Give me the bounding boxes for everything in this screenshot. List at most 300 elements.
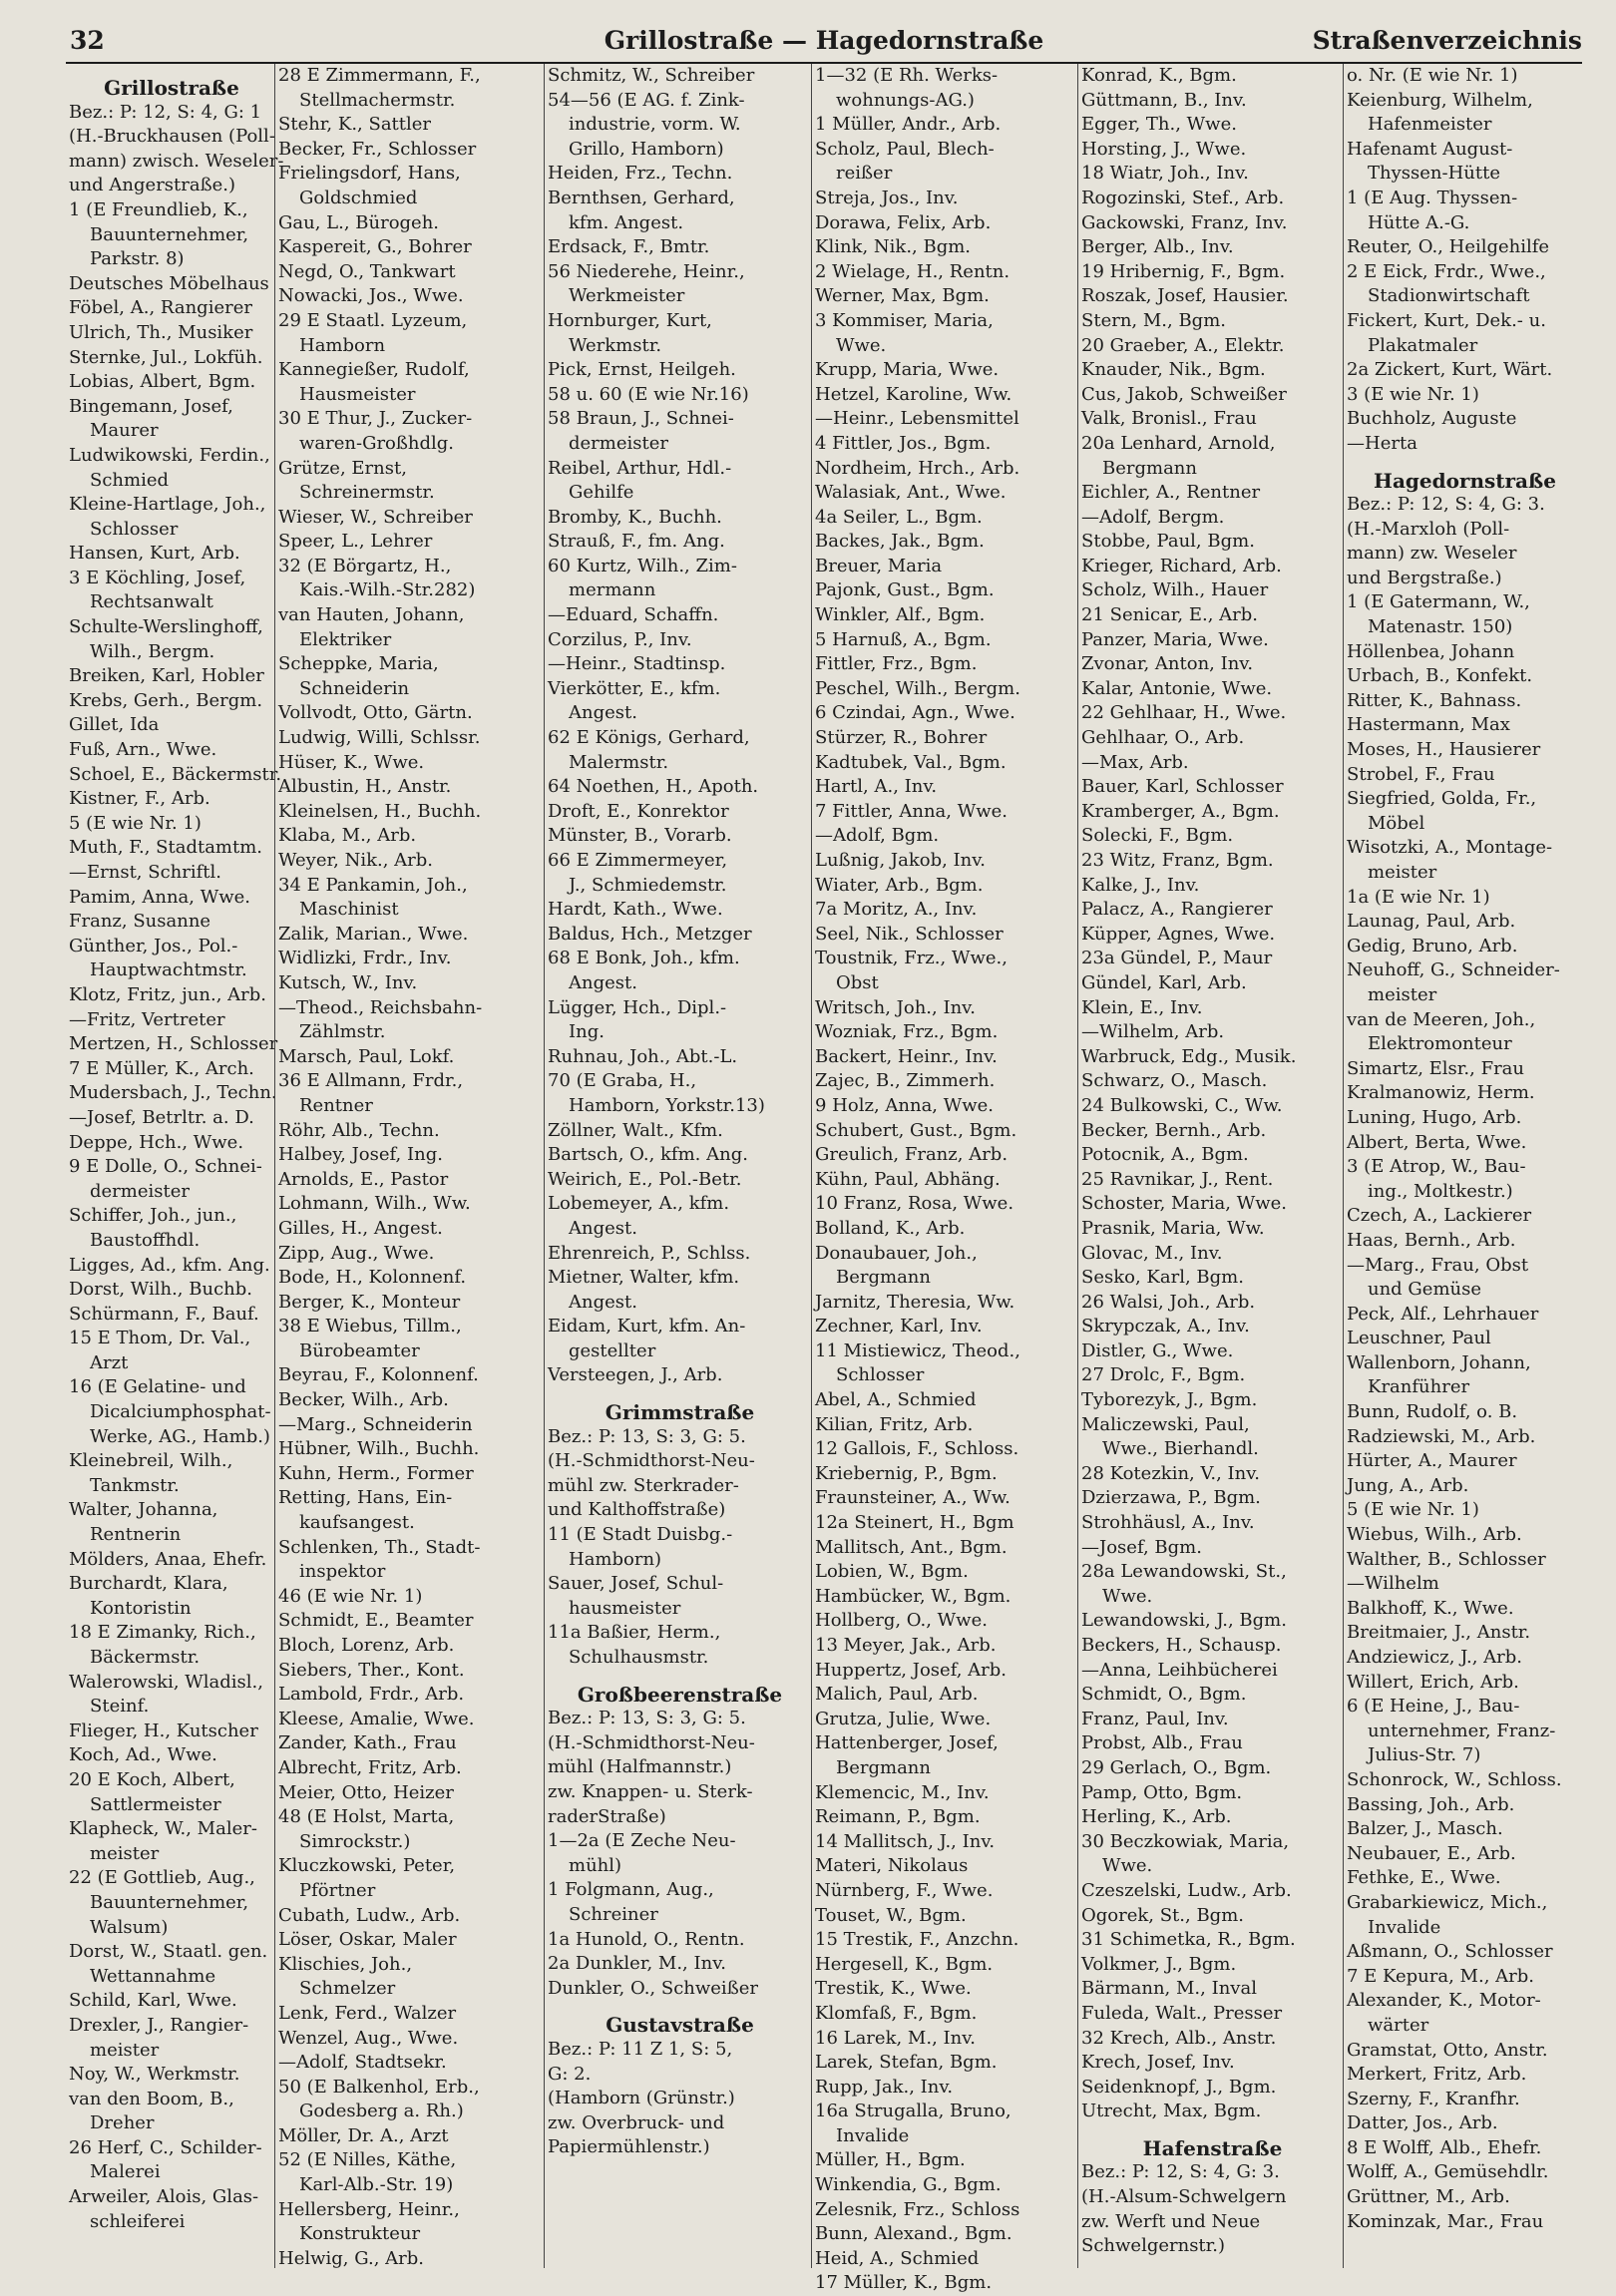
directory-entry-line: Hartl, A., Inv. (815, 776, 938, 798)
directory-entry-line: Schürmann, F., Bauf. (69, 1303, 259, 1325)
directory-entry-line: 62 E Königs, Gerhard, (548, 727, 750, 749)
directory-entry-line: Marsch, Paul, Lokf. (278, 1045, 455, 1067)
directory-entry-line: 7 Fittler, Anna, Wwe. (815, 800, 1009, 822)
directory-entry-line: Hornburger, Kurt, (548, 309, 712, 331)
directory-entry-line: Jarnitz, Theresia, Ww. (815, 1291, 1015, 1313)
directory-entry-line: —Max, Arb. (1081, 751, 1189, 773)
directory-entry-line: Deutsches Möbelhaus (69, 272, 269, 294)
directory-entry-line: Distler, G., Wwe. (1081, 1339, 1234, 1361)
directory-entry-line: Müller, H., Bgm. (815, 2149, 966, 2171)
directory-entry-line: Wozniak, Frz., Bgm. (815, 1021, 999, 1043)
directory-entry-line: Versteegen, J., Arb. (548, 1364, 723, 1386)
directory-entry-line: Schmidt, O., Bgm. (1081, 1684, 1247, 1706)
directory-entry-line: Schmied (90, 469, 170, 491)
directory-entry-line: Berger, Alb., Inv. (1081, 236, 1234, 258)
directory-entry-line: dermeister (569, 432, 668, 454)
directory-entry-line: 1 (E Freundlieb, K., (69, 198, 248, 220)
directory-entry-line: ing., Moltkestr.) (1368, 1180, 1513, 1202)
directory-entry-line: Hetzel, Karoline, Ww. (815, 383, 1012, 405)
directory-entry-line: —Adolf, Bergm. (1081, 506, 1225, 528)
directory-entry-line: Hambücker, W., Bgm. (815, 1585, 1011, 1607)
directory-entry-line: 17 Müller, K., Bgm. (815, 2272, 993, 2294)
directory-entry-line: Ruhnau, Joh., Abt.-L. (548, 1045, 738, 1067)
directory-entry-line: Grabarkiewicz, Mich., (1347, 1891, 1548, 1913)
directory-entry-line: Angest. (569, 1291, 637, 1313)
directory-entry-line: Albert, Berta, Wwe. (1347, 1131, 1527, 1153)
directory-entry-line: Leuschner, Paul (1347, 1328, 1491, 1349)
directory-entry-line: Elektriker (299, 628, 392, 650)
directory-entry-line: Hamborn, Yorkstr.13) (569, 1094, 765, 1116)
directory-entry-line: Hüser, K., Wwe. (278, 751, 425, 773)
directory-entry-line: Hamborn (299, 334, 386, 356)
directory-entry-line: Schild, Karl, Wwe. (69, 1990, 237, 2012)
directory-column-6 (1343, 64, 1583, 2268)
directory-entry-line: Kadtubek, Val., Bgm. (815, 751, 1007, 773)
directory-entry-line: 19 Hribernig, F., Bgm. (1081, 260, 1286, 282)
page-number: 32 (70, 26, 105, 55)
directory-entry-line: Skrypczak, A., Inv. (1081, 1316, 1250, 1338)
directory-entry-line: 1—32 (E Rh. Werks- (815, 65, 999, 86)
directory-entry-line: Prasnik, Maria, Ww. (1081, 1217, 1265, 1239)
directory-entry-line: Wwe. (1102, 1585, 1153, 1607)
directory-entry-line: 24 Bulkowski, C., Ww. (1081, 1094, 1283, 1116)
directory-entry-line: 32 (E Börgartz, H., (278, 555, 452, 576)
directory-entry-line: Walter, Johanna, (69, 1499, 218, 1521)
directory-entry-line: Bärmann, M., Inval (1081, 1978, 1257, 2000)
directory-entry-line: 36 E Allmann, Frdr., (278, 1070, 464, 1092)
directory-entry-line: J., Schmiedemstr. (569, 874, 727, 896)
directory-entry-line: Kleese, Amalie, Wwe. (278, 1708, 475, 1729)
directory-entry-line: 48 (E Holst, Marta, (278, 1806, 455, 1828)
directory-entry-line: Haas, Bernh., Arb. (1347, 1229, 1516, 1251)
directory-entry-line: Rentnerin (90, 1524, 182, 1546)
directory-entry-line: Schubert, Gust., Bgm. (815, 1119, 1017, 1141)
directory-entry-line: Winkendia, G., Bgm. (815, 2174, 1002, 2196)
directory-entry-line: Willert, Erich, Arb. (1347, 1671, 1519, 1693)
directory-entry-line: Bürobeamter (299, 1339, 420, 1361)
directory-entry-line: Czeszelski, Ludw., Arb. (1081, 1879, 1292, 1901)
directory-entry-line: Papiermühlenstr.) (548, 2136, 710, 2158)
directory-entry-line: und Bergstraße.) (1347, 567, 1502, 588)
directory-entry-line: Kralmanowiz, Herm. (1347, 1082, 1535, 1104)
directory-entry-line: Grillo, Hamborn) (569, 138, 724, 160)
directory-column-5 (1077, 64, 1344, 2268)
directory-entry-line: Fuß, Arn., Wwe. (69, 739, 217, 761)
directory-entry-line: Potocnik, A., Bgm. (1081, 1144, 1249, 1166)
directory-entry-line: Fethke, E., Wwe. (1347, 1867, 1501, 1889)
directory-entry-line: Keienburg, Wilhelm, (1347, 89, 1533, 111)
directory-entry-line: 2 Wielage, H., Rentn. (815, 260, 1010, 282)
directory-entry-line: Goldschmied (299, 187, 418, 208)
directory-entry-line: Hürter, A., Maurer (1347, 1450, 1517, 1472)
directory-entry-line: Wettannahme (90, 1965, 216, 1987)
directory-entry-line: Küpper, Agnes, Wwe. (1081, 923, 1276, 945)
directory-entry-line: Röhr, Alb., Techn. (278, 1119, 440, 1141)
directory-entry-line: Kalar, Antonie, Wwe. (1081, 677, 1273, 699)
directory-entry-line: Klaba, M., Arb. (278, 825, 417, 847)
directory-entry-line: —Josef, Betrltr. a. D. (69, 1106, 254, 1128)
directory-entry-line: Peschel, Wilh., Bergm. (815, 677, 1020, 699)
directory-entry-line: meister (90, 1842, 160, 1864)
directory-entry-line: (H.-Bruckhausen (Poll- (69, 126, 275, 148)
directory-entry-line: Kilian, Fritz, Arb. (815, 1413, 974, 1435)
directory-entry-line: Becker, Fr., Schlosser (278, 138, 477, 160)
directory-entry-line: Buchholz, Auguste (1347, 408, 1517, 430)
directory-column-3 (544, 64, 812, 2268)
street-heading: Hafenstraße (1142, 2135, 1283, 2160)
directory-entry-line: Plakatmaler (1368, 334, 1478, 356)
directory-entry-line: Bez.: P: 11 Z 1, S: 5, (548, 2038, 733, 2060)
directory-entry-line: Merkert, Fritz, Arb. (1347, 2064, 1527, 2086)
directory-entry-line: Alexander, K., Motor- (1347, 1990, 1541, 2012)
directory-entry-line: Schreinermstr. (299, 482, 435, 504)
directory-entry-line: Ing. (569, 1021, 605, 1043)
directory-entry-line: 30 E Thur, J., Zucker- (278, 408, 473, 430)
directory-entry-line: Corzilus, P., Inv. (548, 628, 692, 650)
directory-entry-line: Aßmann, O., Schlosser (1347, 1941, 1553, 1963)
directory-entry-line: Speer, L., Lehrer (278, 531, 433, 553)
directory-entry-line: und Gemüse (1368, 1279, 1482, 1301)
directory-entry-line: Ogorek, St., Bgm. (1081, 1904, 1244, 1926)
directory-entry-line: 2 E Eick, Frdr., Wwe., (1347, 260, 1546, 282)
directory-entry-line: kaufsangest. (299, 1512, 415, 1534)
directory-entry-line: Kleine-Hartlage, Joh., (69, 494, 266, 516)
directory-entry-line: Kriebernig, P., Bgm. (815, 1462, 998, 1484)
directory-entry-line: Gehlhaar, O., Arb. (1081, 727, 1245, 749)
directory-entry-line: Hauptwachtmstr. (90, 959, 247, 981)
directory-entry-line: Bergmann (1102, 457, 1197, 479)
directory-entry-line: Neubauer, E., Arb. (1347, 1842, 1516, 1864)
directory-entry-line: Bingemann, Josef, (69, 395, 233, 417)
directory-entry-line: Drexler, J., Rangier- (69, 2014, 249, 2036)
directory-entry-line: 3 (E wie Nr. 1) (1347, 383, 1479, 405)
directory-entry-line: 28 Kotezkin, V., Inv. (1081, 1462, 1260, 1484)
directory-entry-line: Angest. (569, 702, 637, 724)
directory-entry-line: Löser, Oskar, Maler (278, 1929, 457, 1951)
directory-entry-line: Maliczewski, Paul, (1081, 1413, 1250, 1435)
directory-entry-line: Toustnik, Frz., Wwe., (815, 948, 1008, 969)
directory-entry-line: (H.-Schmidthorst-Neu- (548, 1450, 755, 1472)
directory-entry-line: Albrecht, Fritz, Arb. (278, 1756, 462, 1778)
directory-entry-line: Warbruck, Edg., Musik. (1081, 1045, 1297, 1067)
directory-entry-line: Lobien, W., Bgm. (815, 1561, 969, 1583)
directory-entry-line: Stehr, K., Sattler (278, 114, 432, 136)
directory-entry-line: van den Boom, B., (69, 2088, 234, 2109)
directory-entry-line: Wwe. (1102, 1855, 1153, 1877)
directory-entry-line: Schiffer, Joh., jun., (69, 1205, 237, 1227)
directory-entry-line: Lußnig, Jakob, Inv. (815, 850, 986, 871)
directory-entry-line: Rupp, Jak., Inv. (815, 2076, 954, 2098)
directory-entry-line: —Fritz, Vertreter (69, 1008, 225, 1030)
directory-entry-line: Ritter, K., Bahnass. (1347, 689, 1522, 711)
directory-entry-line: Kistner, F., Arb. (69, 788, 210, 810)
directory-entry-line: 68 E Bonk, Joh., kfm. (548, 948, 740, 969)
directory-entry-line: 22 (E Gottlieb, Aug., (69, 1867, 255, 1889)
directory-entry-line: Simartz, Elsr., Frau (1347, 1057, 1524, 1079)
directory-entry-line: Sternke, Jul., Lokfüh. (69, 346, 263, 368)
directory-entry-line: industrie, vorm. W. (569, 114, 741, 136)
directory-entry-line: Balkhoff, K., Wwe. (1347, 1597, 1514, 1619)
directory-entry-line: Angest. (569, 971, 637, 993)
directory-entry-line: Schoel, E., Bäckermstr. (69, 763, 282, 785)
directory-entry-line: 29 E Staatl. Lyzeum, (278, 309, 468, 331)
directory-entry-line: 15 E Thom, Dr. Val., (69, 1328, 251, 1349)
directory-entry-line: Eidam, Kurt, kfm. An- (548, 1316, 746, 1338)
directory-entry-line: 64 Noethen, H., Apoth. (548, 776, 759, 798)
directory-entry-line: Scholz, Paul, Blech- (815, 138, 995, 160)
directory-entry-line: Hattenberger, Josef, (815, 1732, 999, 1754)
directory-entry-line: Walerowski, Wladisl., (69, 1671, 263, 1693)
directory-entry-line: Kramberger, A., Bgm. (1081, 800, 1280, 822)
directory-entry-line: unternehmer, Franz- (1368, 1720, 1556, 1741)
directory-entry-line: Möbel (1368, 812, 1425, 834)
directory-entry-line: Wwe., Bierhandl. (1102, 1438, 1259, 1460)
directory-entry-line: meister (1368, 862, 1437, 883)
directory-entry-line: Gramstat, Otto, Anstr. (1347, 2039, 1548, 2061)
directory-entry-line: Werke, AG., Hamb.) (90, 1425, 270, 1447)
directory-entry-line: Abel, A., Schmied (815, 1389, 977, 1411)
directory-entry-line: Ulrich, Th., Musiker (69, 321, 253, 343)
directory-entry-line: Gilles, H., Angest. (278, 1217, 443, 1239)
directory-entry-line: zw. Overbruck- und (548, 2111, 725, 2133)
directory-entry-line: mühl zw. Sterkrader- (548, 1474, 739, 1496)
directory-entry-line: Schonrock, W., Schloss. (1347, 1768, 1562, 1790)
directory-entry-line: Becker, Bernh., Arb. (1081, 1119, 1267, 1141)
directory-entry-line: —Heinr., Stadtinsp. (548, 653, 726, 675)
directory-entry-line: zw. Knappen- u. Sterk- (548, 1780, 753, 1802)
directory-entry-line: 23a Gündel, P., Maur (1081, 948, 1273, 969)
directory-entry-line: Greulich, Franz, Arb. (815, 1144, 1009, 1166)
directory-entry-line: Zajec, B., Zimmerh. (815, 1070, 996, 1092)
directory-entry-line: Probst, Alb., Frau (1081, 1732, 1243, 1754)
directory-entry-line: 1 Müller, Andr., Arb. (815, 114, 1002, 136)
section-title: Straßenverzeichnis (1312, 26, 1582, 55)
directory-entry-line: Gehilfe (569, 482, 634, 504)
directory-entry-line: Wenzel, Aug., Wwe. (278, 2027, 459, 2049)
directory-entry-line: 18 Wiatr, Joh., Inv. (1081, 163, 1249, 185)
directory-entry-line: Lambold, Frdr., Arb. (278, 1684, 465, 1706)
directory-entry-line: Kleinebreil, Wilh., (69, 1450, 233, 1472)
directory-entry-line: Kais.-Wilh.-Str.282) (299, 579, 476, 601)
directory-entry-line: Pamp, Otto, Bgm. (1081, 1781, 1243, 1803)
directory-entry-line: —Marg., Schneiderin (278, 1413, 473, 1435)
directory-entry-line: 20 E Koch, Albert, (69, 1768, 235, 1790)
directory-entry-line: Walsum) (90, 1916, 169, 1938)
directory-entry-line: Wiebus, Wilh., Arb. (1347, 1524, 1522, 1546)
directory-entry-line: Strohhäusl, A., Inv. (1081, 1512, 1255, 1534)
directory-entry-line: Dzierzawa, P., Bgm. (1081, 1487, 1261, 1509)
directory-entry-line: Baldus, Hch., Metzger (548, 923, 752, 945)
directory-entry-line: reißer (836, 163, 893, 185)
directory-entry-line: 3 (E Atrop, W., Bau- (1347, 1156, 1526, 1178)
directory-entry-line: Zelesnik, Frz., Schloss (815, 2198, 1020, 2220)
directory-entry-line: Pick, Ernst, Heilgeh. (548, 359, 736, 381)
directory-entry-line: Beckers, H., Schausp. (1081, 1635, 1282, 1656)
directory-entry-line: Ludwikowski, Ferdin., (69, 444, 270, 466)
directory-entry-line: 60 Kurtz, Wilh., Zim- (548, 555, 737, 576)
directory-entry-line: Kranführer (1368, 1376, 1470, 1398)
directory-entry-line: Glovac, M., Inv. (1081, 1242, 1223, 1264)
directory-entry-line: Becker, Wilh., Arb. (278, 1389, 449, 1411)
street-heading: Großbeerenstraße (577, 1682, 783, 1707)
directory-entry-line: Backert, Heinr., Inv. (815, 1045, 998, 1067)
directory-entry-line: Siebers, Ther., Kont. (278, 1659, 465, 1681)
directory-entry-line: Krebs, Gerh., Bergm. (69, 689, 263, 711)
directory-entry-line: Godesberg a. Rh.) (299, 2101, 464, 2122)
directory-entry-line: Bez.: P: 12, S: 4, G: 3. (1347, 494, 1545, 516)
directory-entry-line: van Hauten, Johann, (278, 604, 465, 626)
directory-entry-line: 58 Braun, J., Schnei- (548, 408, 734, 430)
directory-entry-line: 1a Hunold, O., Rentn. (548, 1928, 745, 1950)
directory-entry-line: Kaspereit, G., Bohrer (278, 236, 472, 258)
directory-entry-line: Gackowski, Franz, Inv. (1081, 211, 1288, 233)
directory-entry-line: 70 (E Graba, H., (548, 1070, 697, 1092)
directory-entry-line: Szerny, F., Kranfhr. (1347, 2088, 1520, 2109)
directory-entry-line: Schneiderin (299, 677, 410, 699)
directory-entry-line: Fraunsteiner, A., Ww. (815, 1487, 1010, 1509)
directory-entry-line: 4a Seiler, L., Bgm. (815, 506, 983, 528)
directory-entry-line: Bäckermstr. (90, 1647, 201, 1668)
directory-entry-line: Bauer, Karl, Schlosser (1081, 776, 1284, 798)
directory-entry-line: Werner, Max, Bgm. (815, 285, 990, 307)
directory-entry-line: G: 2. (548, 2063, 592, 2085)
directory-entry-line: Hamborn) (569, 1548, 662, 1570)
directory-entry-line: Steinf. (90, 1696, 150, 1718)
directory-entry-line: Schulhausmstr. (569, 1647, 709, 1668)
directory-entry-line: Wilh., Bergm. (90, 640, 215, 662)
directory-entry-line: —Ernst, Schriftl. (69, 862, 221, 883)
directory-entry-line: 7 E Kepura, M., Arb. (1347, 1965, 1534, 1987)
directory-entry-line: —Adolf, Stadtsekr. (278, 2052, 447, 2074)
directory-entry-line: 5 (E wie Nr. 1) (69, 812, 202, 834)
directory-entry-line: waren-Großhdlg. (299, 432, 455, 454)
directory-entry-line: 8 E Wolff, Alb., Ehefr. (1347, 2136, 1542, 2158)
directory-entry-line: Gau, L., Bürogeh. (278, 211, 440, 233)
directory-entry-line: 1a (E wie Nr. 1) (1347, 886, 1490, 908)
directory-entry-line: 58 u. 60 (E wie Nr.16) (548, 383, 749, 405)
directory-entry-line: 16 Larek, M., Inv. (815, 2027, 976, 2049)
directory-entry-line: Palacz, A., Rangierer (1081, 899, 1273, 921)
directory-entry-line: Invalide (1368, 1916, 1441, 1938)
directory-entry-line: Thyssen-Hütte (1368, 163, 1500, 185)
directory-entry-line: meister (1368, 983, 1437, 1005)
directory-entry-line: Hardt, Kath., Wwe. (548, 899, 723, 921)
directory-entry-line: Wiater, Arb., Bgm. (815, 874, 984, 896)
directory-entry-line: Scheppke, Maria, (278, 653, 439, 675)
directory-entry-line: 7a Moritz, A., Inv. (815, 899, 978, 921)
directory-entry-line: Angest. (569, 1217, 637, 1239)
directory-entry-line: Nordheim, Hrch., Arb. (815, 457, 1020, 479)
directory-entry-line: Tyborezyk, J., Bgm. (1081, 1389, 1258, 1411)
directory-entry-line: Urbach, B., Konfekt. (1347, 665, 1533, 687)
directory-entry-line: Dorst, Wilh., Buchb. (69, 1279, 252, 1301)
directory-entry-line: 11 (E Stadt Duisbg.- (548, 1524, 733, 1546)
directory-entry-line: 23 Witz, Franz, Bgm. (1081, 850, 1274, 871)
directory-entry-line: 6 (E Heine, J., Bau- (1347, 1696, 1520, 1718)
directory-entry-line: dermeister (90, 1180, 190, 1202)
directory-entry-line: Schmelzer (299, 1978, 396, 2000)
directory-entry-line: Dorst, W., Staatl. gen. (69, 1941, 268, 1963)
directory-entry-line: 10 Franz, Rosa, Wwe. (815, 1193, 1014, 1215)
directory-entry-line: o. Nr. (E wie Nr. 1) (1347, 65, 1518, 86)
directory-entry-line: Widlizki, Frdr., Inv. (278, 948, 452, 969)
directory-column-1 (66, 64, 284, 2268)
directory-entry-line: 50 (E Balkenhol, Erb., (278, 2076, 480, 2098)
directory-entry-line: Berger, K., Monteur (278, 1291, 461, 1313)
directory-entry-line: Larek, Stefan, Bgm. (815, 2052, 998, 2074)
directory-entry-line: hausmeister (569, 1597, 681, 1619)
directory-entry-line: meister (90, 2039, 160, 2061)
directory-entry-line: Krieger, Richard, Arb. (1081, 555, 1282, 576)
directory-entry-line: Kontoristin (90, 1597, 192, 1619)
directory-entry-line: Horsting, J., Wwe. (1081, 138, 1247, 160)
directory-entry-line: Hübner, Wilh., Buchh. (278, 1438, 480, 1460)
directory-entry-line: Winkler, Alf., Bgm. (815, 604, 986, 626)
directory-entry-line: Nowacki, Jos., Wwe. (278, 285, 464, 307)
directory-entry-line: Karl-Alb.-Str. 19) (299, 2174, 454, 2196)
directory-entry-line: Lenk, Ferd., Walzer (278, 2002, 457, 2024)
directory-entry-line: Maurer (90, 420, 159, 442)
directory-entry-line: 5 (E wie Nr. 1) (1347, 1499, 1479, 1521)
directory-entry-line: Ligges, Ad., kfm. Ang. (69, 1254, 270, 1276)
directory-entry-line: Schreiner (569, 1903, 658, 1925)
directory-entry-line: Klapheck, W., Maler- (69, 1818, 257, 1840)
directory-entry-line: Datter, Jos., Arb. (1347, 2112, 1498, 2134)
street-heading: Grillostraße (104, 76, 239, 100)
directory-entry-line: Nürnberg, F., Wwe. (815, 1879, 994, 1901)
directory-entry-line: 28 E Zimmermann, F., (278, 65, 481, 86)
directory-entry-line: Matenastr. 150) (1368, 616, 1513, 638)
directory-entry-line: Hollberg, O., Wwe. (815, 1610, 988, 1632)
directory-entry-line: Schlosser (836, 1364, 925, 1386)
directory-entry-line: Neuhoff, G., Schneider- (1347, 959, 1560, 981)
directory-entry-line: —Adolf, Bgm. (815, 825, 940, 847)
directory-entry-line: 9 E Dolle, O., Schnei- (69, 1156, 262, 1178)
directory-entry-line: Föbel, A., Rangierer (69, 297, 252, 319)
directory-entry-line: Schwelgernstr.) (1081, 2235, 1226, 2257)
directory-entry-line: Kutsch, W., Inv. (278, 971, 418, 993)
directory-entry-line: Pamim, Anna, Wwe. (69, 886, 251, 908)
directory-entry-line: Bergmann (836, 1756, 931, 1778)
directory-entry-line: Dicalciumphosphat- (90, 1401, 271, 1423)
directory-entry-line: Bassing, Joh., Arb. (1347, 1793, 1515, 1815)
directory-entry-line: 16 (E Gelatine- und (69, 1376, 246, 1398)
directory-entry-line: Zipp, Aug., Wwe. (278, 1242, 435, 1264)
directory-entry-line: Klomfaß, F., Bgm. (815, 2002, 978, 2024)
directory-entry-line: Balzer, J., Masch. (1347, 1818, 1503, 1840)
directory-entry-line: Obst (836, 971, 879, 993)
directory-entry-line: raderStraße) (548, 1805, 666, 1827)
directory-entry-line: und Kalthoffstraße) (548, 1499, 726, 1521)
directory-entry-line: Zvonar, Anton, Inv. (1081, 653, 1254, 675)
directory-entry-line: Noy, W., Werkmstr. (69, 2064, 240, 2086)
directory-entry-line: Albustin, H., Anstr. (278, 776, 452, 798)
directory-entry-line: Egger, Th., Wwe. (1081, 114, 1237, 136)
directory-entry-line: 20a Lenhard, Arnold, (1081, 432, 1276, 454)
directory-entry-line: Hansen, Kurt, Arb. (69, 543, 240, 565)
directory-entry-line: Siegfried, Golda, Fr., (1347, 788, 1537, 810)
directory-entry-line: Frielingsdorf, Hans, (278, 163, 461, 185)
directory-entry-line: Helwig, G., Arb. (278, 2247, 424, 2269)
directory-entry-line: 1—2a (E Zeche Neu- (548, 1830, 736, 1852)
directory-entry-line: Wolff, A., Gemüsehdlr. (1347, 2161, 1549, 2183)
directory-entry-line: Klischies, Joh., (278, 1953, 413, 1975)
directory-entry-line: Writsch, Joh., Inv. (815, 996, 976, 1018)
directory-entry-line: Burchardt, Klara, (69, 1573, 228, 1595)
directory-entry-line: Heiden, Frz., Techn. (548, 163, 733, 185)
directory-entry-line: Valk, Bronisl., Frau (1081, 408, 1257, 430)
directory-entry-line: Rogozinski, Stef., Arb. (1081, 187, 1285, 208)
